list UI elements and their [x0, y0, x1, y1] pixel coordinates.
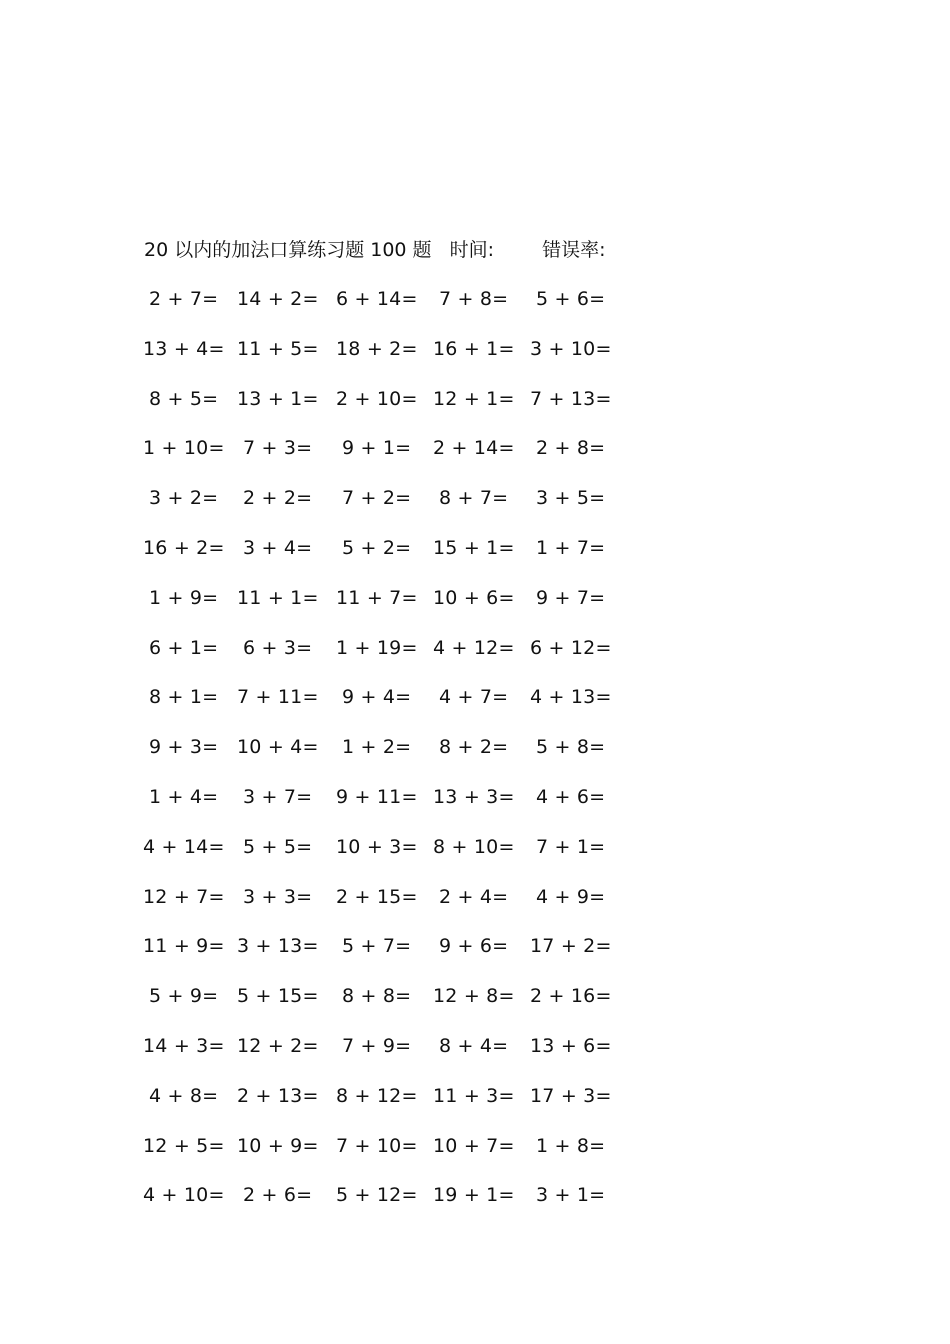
- problem-row: [0, 782, 950, 812]
- problem-row: [0, 384, 950, 414]
- problem-item: 12 + 1=: [433, 387, 515, 410]
- problem-item: 8 + 7=: [439, 487, 509, 510]
- problem-item: 1 + 8=: [536, 1134, 606, 1157]
- problem-item: 6 + 12=: [530, 636, 612, 659]
- problem-item: 8 + 2=: [439, 736, 509, 759]
- problem-item: 5 + 5=: [243, 835, 313, 858]
- problem-item: 5 + 12=: [336, 1184, 418, 1207]
- problem-item: 11 + 9=: [143, 935, 225, 958]
- problem-row: [0, 981, 950, 1011]
- problem-item: 11 + 3=: [433, 1084, 515, 1107]
- problem-item: 2 + 10=: [336, 387, 418, 410]
- problem-item: 2 + 6=: [243, 1184, 313, 1207]
- problem-row: [0, 1031, 950, 1061]
- problem-item: 9 + 6=: [439, 935, 509, 958]
- problem-item: 13 + 1=: [237, 387, 319, 410]
- time-label: 时间:: [449, 239, 495, 261]
- problem-row: [0, 931, 950, 961]
- problem-item: 13 + 6=: [530, 1035, 612, 1057]
- problem-item: 5 + 9=: [149, 985, 219, 1008]
- problem-row: [0, 533, 950, 563]
- problem-row: [0, 433, 950, 463]
- problem-item: 16 + 1=: [433, 337, 515, 360]
- problem-row: [0, 284, 950, 314]
- problem-row: [0, 633, 950, 663]
- problem-item: 1 + 7=: [536, 537, 606, 559]
- problem-item: 4 + 8=: [149, 1084, 219, 1107]
- problem-item: 2 + 2=: [243, 487, 313, 510]
- problem-item: 1 + 9=: [149, 586, 219, 609]
- problem-item: 8 + 8=: [342, 985, 412, 1008]
- problem-row: [0, 334, 950, 364]
- problem-item: 6 + 1=: [149, 636, 219, 659]
- problem-item: 7 + 8=: [439, 288, 509, 310]
- problem-item: 16 + 2=: [143, 537, 225, 559]
- problem-item: 9 + 1=: [342, 437, 412, 460]
- problem-item: 4 + 12=: [433, 636, 515, 659]
- problem-item: 18 + 2=: [336, 337, 418, 360]
- problem-item: 1 + 19=: [336, 636, 418, 659]
- problem-item: 1 + 2=: [342, 736, 412, 759]
- problem-item: 7 + 3=: [243, 437, 313, 460]
- problem-item: 7 + 13=: [530, 387, 612, 410]
- problem-item: 9 + 4=: [342, 686, 412, 709]
- problem-item: 2 + 8=: [536, 437, 606, 460]
- problem-item: 5 + 6=: [536, 288, 606, 310]
- problem-item: 10 + 4=: [237, 736, 319, 759]
- problem-item: 19 + 1=: [433, 1184, 515, 1207]
- problem-item: 4 + 13=: [530, 686, 612, 709]
- problem-item: 2 + 15=: [336, 885, 418, 908]
- problem-item: 3 + 13=: [237, 935, 319, 958]
- problem-item: 4 + 10=: [143, 1184, 225, 1207]
- problem-item: 2 + 4=: [439, 885, 509, 908]
- problem-item: 5 + 7=: [342, 935, 412, 958]
- problem-item: 7 + 2=: [342, 487, 412, 510]
- problem-item: 4 + 7=: [439, 686, 509, 709]
- problem-item: 7 + 9=: [342, 1035, 412, 1057]
- problem-item: 3 + 3=: [243, 885, 313, 908]
- problem-item: 10 + 6=: [433, 586, 515, 609]
- problem-item: 7 + 1=: [536, 835, 606, 858]
- problem-row: [0, 1180, 950, 1210]
- problem-item: 15 + 1=: [433, 537, 515, 559]
- problem-item: 12 + 2=: [237, 1035, 319, 1057]
- problem-item: 12 + 8=: [433, 985, 515, 1008]
- problem-item: 5 + 15=: [237, 985, 319, 1008]
- problem-item: 7 + 11=: [237, 686, 319, 709]
- problem-row: [0, 682, 950, 712]
- problem-item: 2 + 16=: [530, 985, 612, 1008]
- problem-item: 12 + 7=: [143, 885, 225, 908]
- problem-item: 4 + 9=: [536, 885, 606, 908]
- problem-item: 11 + 7=: [336, 586, 418, 609]
- problem-item: 8 + 10=: [433, 835, 515, 858]
- problem-item: 9 + 11=: [336, 786, 418, 808]
- problem-item: 3 + 2=: [149, 487, 219, 510]
- problem-item: 3 + 7=: [243, 786, 313, 808]
- problem-item: 8 + 5=: [149, 387, 219, 410]
- problem-item: 17 + 2=: [530, 935, 612, 958]
- problem-item: 8 + 1=: [149, 686, 219, 709]
- problem-item: 14 + 3=: [143, 1035, 225, 1057]
- problem-item: 6 + 14=: [336, 288, 418, 310]
- problem-row: [0, 1131, 950, 1161]
- problem-row: [0, 1081, 950, 1111]
- problem-item: 6 + 3=: [243, 636, 313, 659]
- problem-item: 5 + 8=: [536, 736, 606, 759]
- problem-item: 7 + 10=: [336, 1134, 418, 1157]
- problem-item: 3 + 1=: [536, 1184, 606, 1207]
- problem-item: 13 + 4=: [143, 337, 225, 360]
- problem-item: 8 + 4=: [439, 1035, 509, 1057]
- problem-item: 10 + 9=: [237, 1134, 319, 1157]
- problem-item: 13 + 3=: [433, 786, 515, 808]
- problem-item: 11 + 5=: [237, 337, 319, 360]
- problem-row: [0, 583, 950, 613]
- problem-item: 4 + 14=: [143, 835, 225, 858]
- problem-row: [0, 483, 950, 513]
- problem-item: 17 + 3=: [530, 1084, 612, 1107]
- problem-item: 2 + 14=: [433, 437, 515, 460]
- problem-item: 10 + 3=: [336, 835, 418, 858]
- problem-item: 1 + 4=: [149, 786, 219, 808]
- problem-item: 3 + 5=: [536, 487, 606, 510]
- problem-item: 1 + 10=: [143, 437, 225, 460]
- problem-item: 3 + 4=: [243, 537, 313, 559]
- problem-item: 2 + 7=: [149, 288, 219, 310]
- problem-item: 11 + 1=: [237, 586, 319, 609]
- problem-item: 9 + 7=: [536, 586, 606, 609]
- problem-row: [0, 832, 950, 862]
- problem-item: 9 + 3=: [149, 736, 219, 759]
- problem-item: 2 + 13=: [237, 1084, 319, 1107]
- problem-item: 12 + 5=: [143, 1134, 225, 1157]
- problem-item: 14 + 2=: [237, 288, 319, 310]
- problem-item: 3 + 10=: [530, 337, 612, 360]
- problem-item: 4 + 6=: [536, 786, 606, 808]
- problem-item: 10 + 7=: [433, 1134, 515, 1157]
- problem-item: 5 + 2=: [342, 537, 412, 559]
- problem-row: [0, 882, 950, 912]
- problem-row: [0, 732, 950, 762]
- problem-item: 8 + 12=: [336, 1084, 418, 1107]
- worksheet-title: 20 以内的加法口算练习题 100 题: [144, 239, 432, 261]
- error-rate-label: 错误率:: [542, 239, 606, 261]
